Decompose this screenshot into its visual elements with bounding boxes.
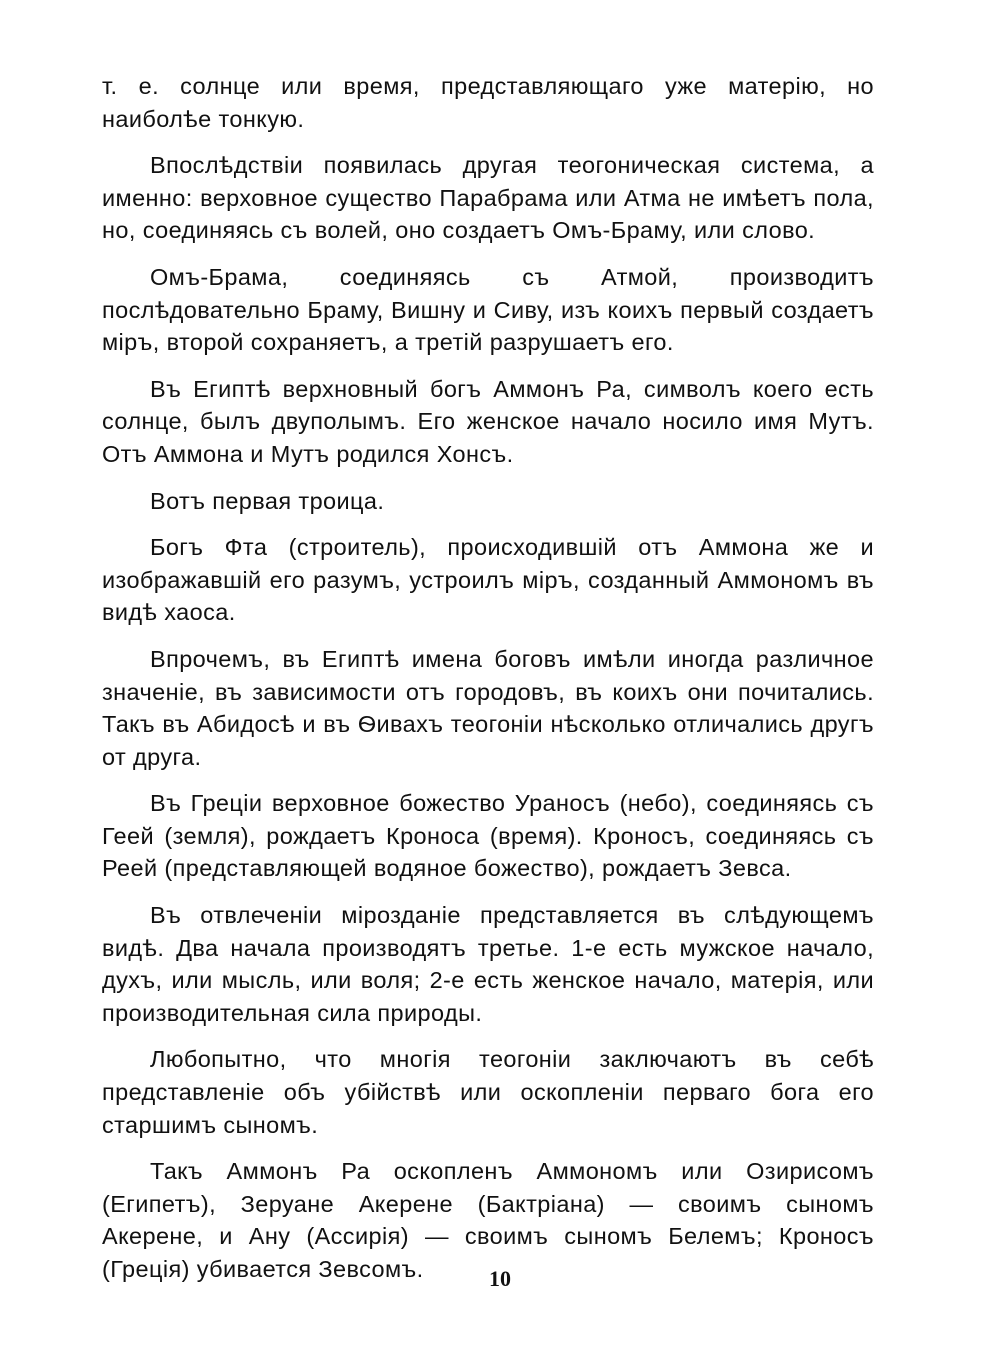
body-text [102, 70, 874, 1300]
page-number: 10 [489, 1266, 511, 1291]
paragraph-2: Впослѣдствіи появилась другая теогоническая система, а именно: верховное существо Парабрама или Атма не имѣетъ пола, но, соединяясь съ волей, оно создаетъ Омъ-Браму, или слово. [102, 152, 874, 244]
paragraph-1: т. е. солнце или время, представляющаго уже матерію, но наиболѣе тонкую. [102, 73, 874, 132]
paragraph-6: Богъ Фта (строитель), происходившій отъ Аммона же и изображавшій его разумъ, устроилъ міръ, созданный Аммономъ въ видѣ хаоса. [102, 534, 874, 626]
paragraph-11: Такъ Аммонъ Ра оскопленъ Аммономъ или Озирисомъ (Египетъ), Зеруане Акерене (Бактріана) — своимъ сыномъ Акерене, и Ану (Ассирія) — своимъ сыномъ Белемъ; Кроносъ (Греція) убивается Зевсомъ. [102, 1158, 874, 1282]
paragraph-8: Въ Греціи верховное божество Ураносъ (небо), соединяясь съ Геей (земля), рождаетъ Кроноса (время). Кроносъ, соединяясь съ Реей (представляющей водяное божество), рождаетъ Зевса. [102, 790, 874, 882]
paragraph-9: Въ отвлеченіи мірозданіе представляется въ слѣдующемъ видѣ. Два начала производятъ третье. 1-е есть мужское начало, духъ, или мысль, или воля; 2-е есть женское начало, матерія, или производительная сила природы. [102, 902, 874, 1026]
paragraph-10: Любопытно, что многія теогоніи заключаютъ въ себѣ представленіе объ убійствѣ или оскопленіи перваго бога его старшимъ сыномъ. [102, 1046, 874, 1138]
paragraph-4: Въ Египтѣ верхновный богъ Аммонъ Ра, символъ коего есть солнце, былъ двуполымъ. Его женское начало носило имя Мутъ. Отъ Аммона и Мутъ родился Хонсъ. [102, 375, 874, 467]
paragraph-7: Впрочемъ, въ Египтѣ имена боговъ имѣли иногда различное значеніе, въ зависимости отъ городовъ, въ коихъ они почитались. Такъ въ Абидосѣ и въ Ѳивахъ теогоніи нѣсколько отличались другъ от друга. [102, 645, 874, 770]
paragraph-5: Вотъ первая троица. [150, 487, 385, 514]
paragraph-3: Омъ-Брама, соединяясь съ Атмой, производитъ послѣдовательно Браму, Вишну и Сиву, изъ коихъ первый создаетъ міръ, второй сохраняетъ, а третій разрушаетъ его. [102, 263, 874, 356]
